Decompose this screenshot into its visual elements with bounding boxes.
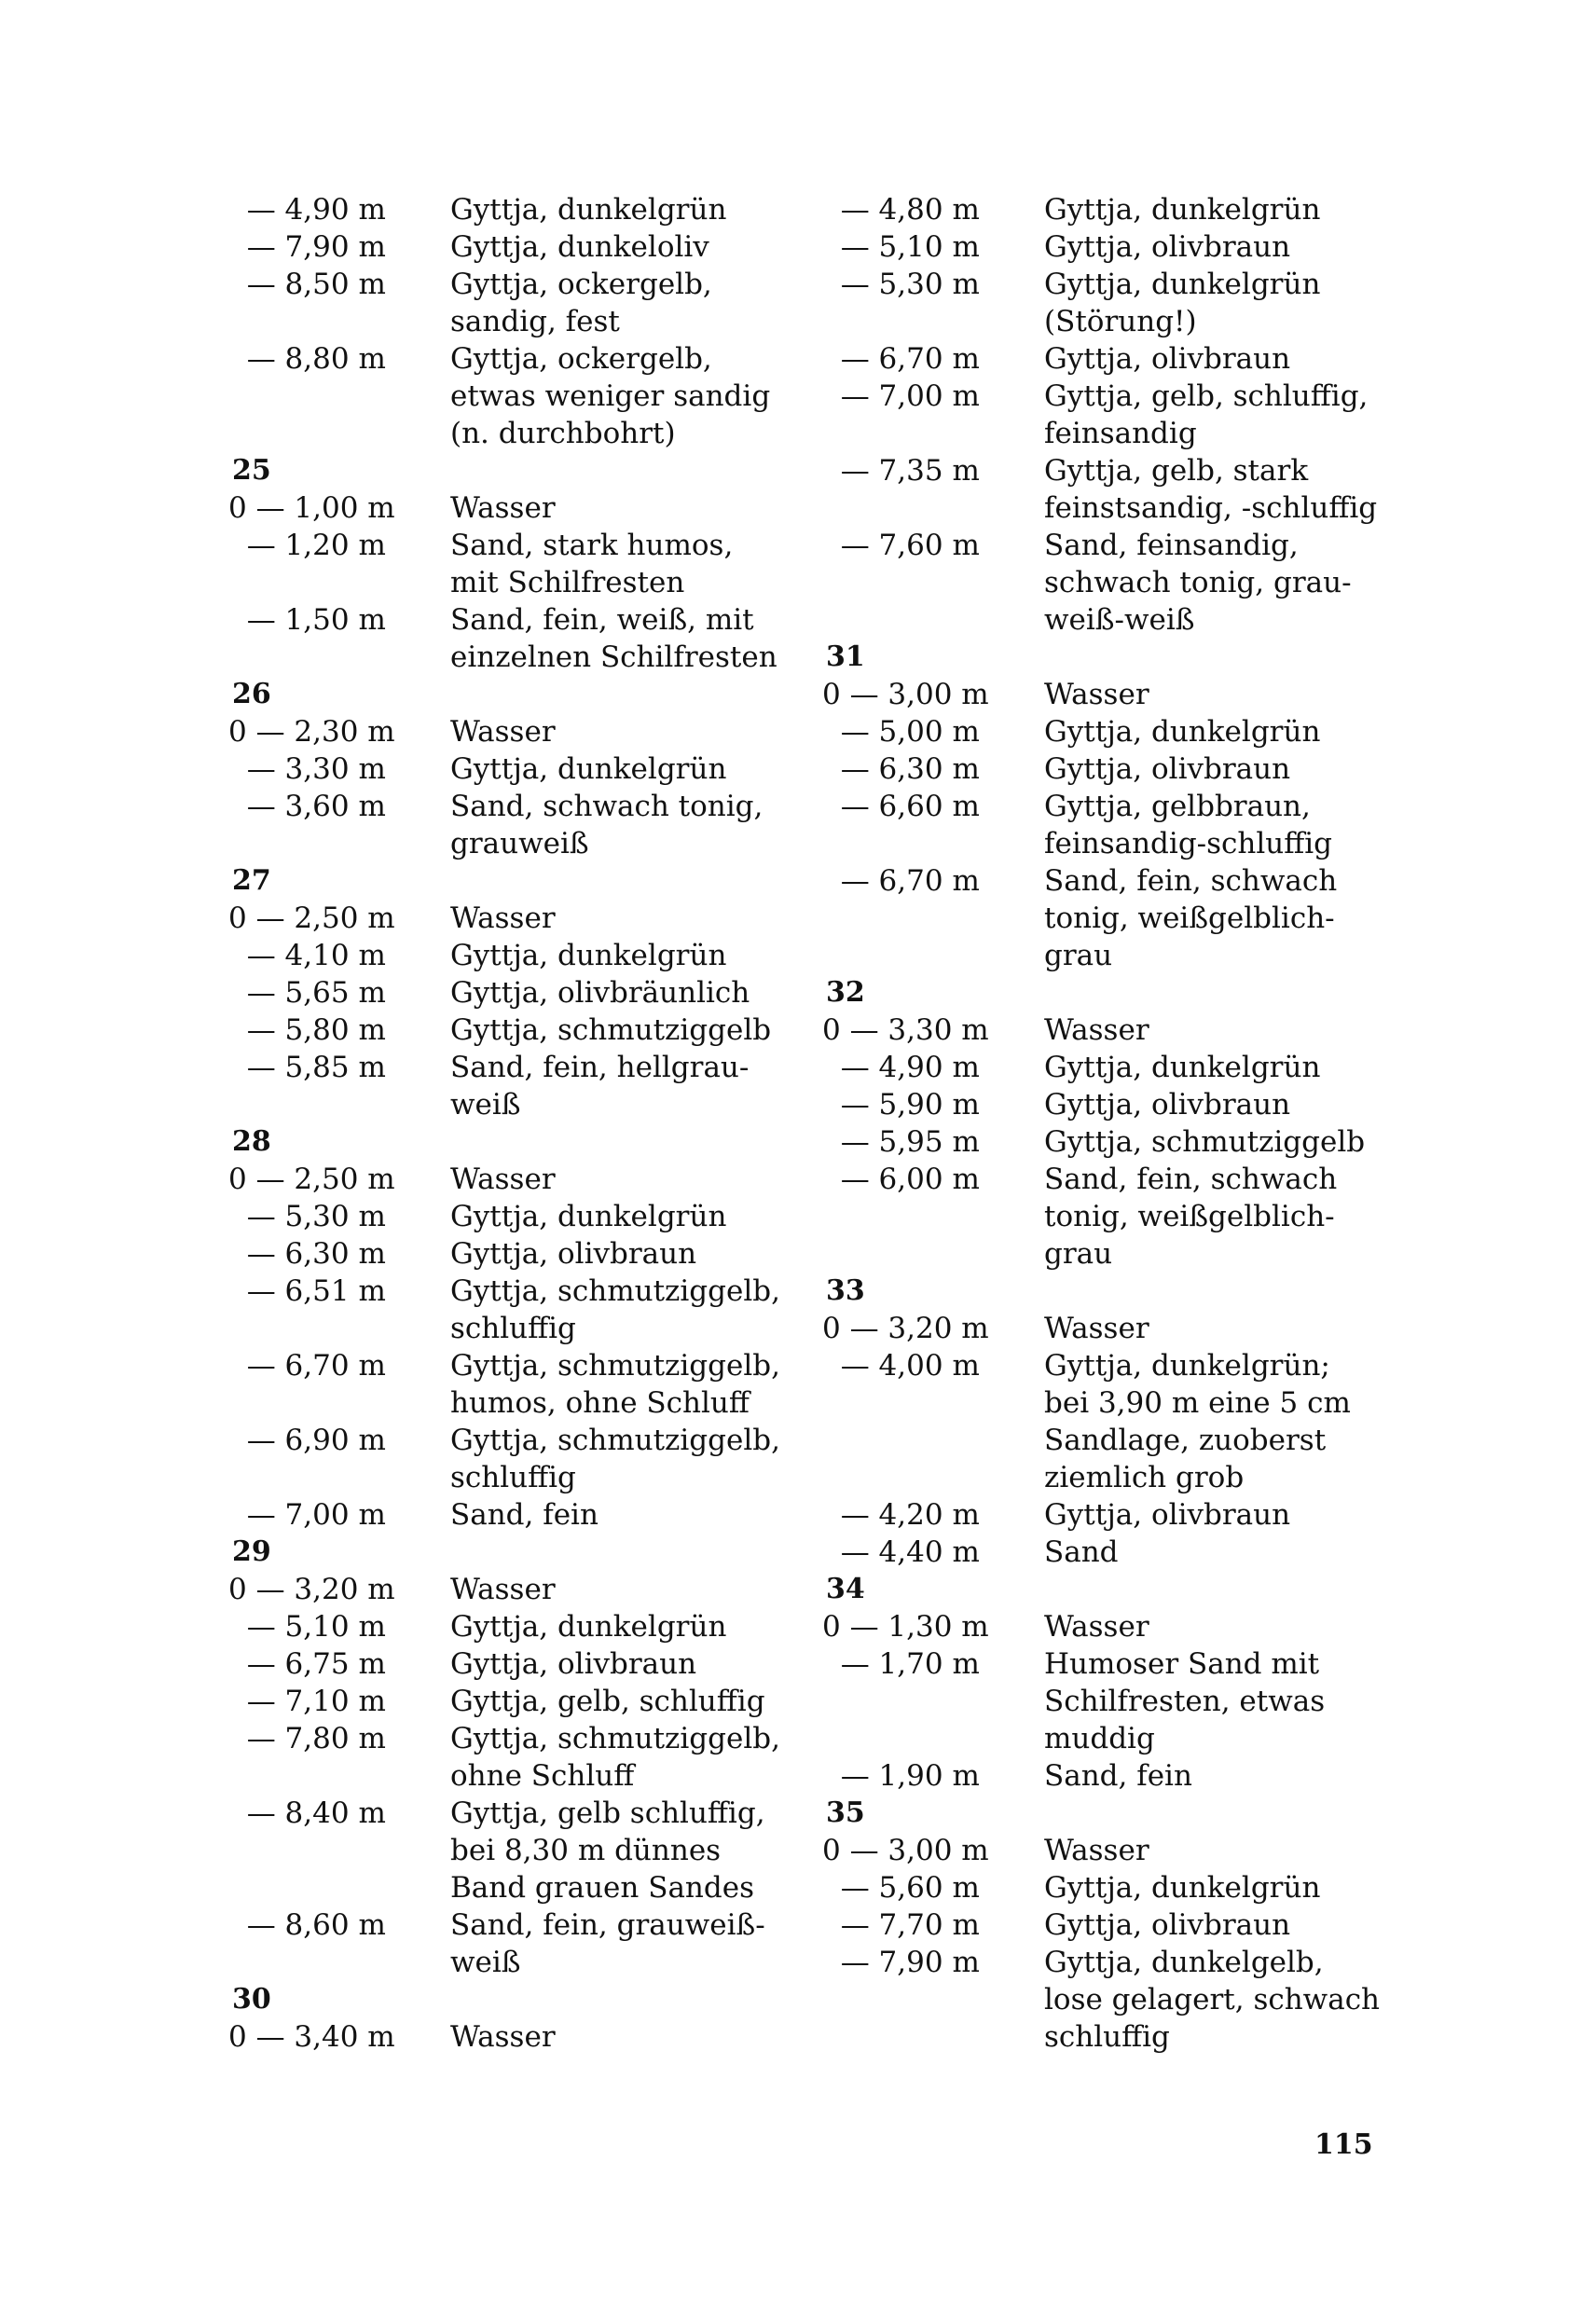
layer-depth: — 6,75 m	[228, 1647, 386, 1681]
layer-depth: — 5,85 m	[228, 1051, 386, 1084]
layer-row	[228, 2018, 825, 2056]
layer-row	[228, 1049, 825, 1123]
layer-description: Gyttja, dunkelgrün	[1044, 193, 1321, 227]
layer-description: Gyttja, olivbraun	[1044, 1498, 1291, 1532]
layer-row	[228, 974, 825, 1012]
boring-log	[822, 1273, 1419, 1571]
layer-row	[228, 1720, 825, 1795]
layer-depth: — 6,51 m	[228, 1274, 386, 1308]
layer-row	[822, 527, 1419, 639]
layer-description: Sand, stark humos, mit Schilfresten	[450, 529, 734, 599]
layer-depth: — 6,30 m	[822, 752, 980, 786]
boring-number: 30	[232, 1983, 271, 2016]
layer-depth: — 1,20 m	[228, 529, 386, 562]
layer-description: Sand, fein, hellgrau- weiß	[450, 1051, 750, 1122]
layer-description: Gyttja, schmutziggelb, humos, ohne Schluff	[450, 1349, 780, 1420]
boring-log	[822, 1795, 1419, 2056]
layer-depth: — 1,50 m	[228, 603, 386, 637]
layer-description: Gyttja, dunkelgrün	[450, 193, 727, 227]
layer-row	[822, 1832, 1419, 1869]
layer-description: Gyttja, olivbraun	[1044, 1088, 1291, 1122]
layer-depth: — 6,70 m	[228, 1349, 386, 1383]
layer-description: Gyttja, dunkelgrün	[450, 1200, 727, 1233]
layer-description: Sand, fein	[1044, 1759, 1192, 1793]
boring-log	[822, 191, 1419, 639]
layer-description: Wasser	[450, 1163, 556, 1196]
layer-row	[822, 788, 1419, 862]
layer-depth: — 7,00 m	[822, 379, 980, 413]
layer-depth: — 6,90 m	[228, 1424, 386, 1457]
layer-depth: 0 — 2,50 m	[228, 1163, 395, 1196]
left-column	[228, 191, 825, 2056]
layer-row	[228, 1422, 825, 1496]
layer-row	[822, 862, 1419, 974]
layer-row	[228, 1235, 825, 1273]
layer-description: Sand, fein	[450, 1498, 598, 1532]
layer-row	[228, 1496, 825, 1534]
layer-description: Sand, fein, weiß, mit einzelnen Schilfresten	[450, 603, 777, 674]
layer-row	[822, 1906, 1419, 1944]
layer-depth: — 3,30 m	[228, 752, 386, 786]
layer-row	[822, 1645, 1419, 1757]
layer-description: Gyttja, gelb schluffig, bei 8,30 m dünnes Band grauen Sandes	[450, 1796, 765, 1905]
layer-description: Gyttja, dunkelgrün	[1044, 1051, 1321, 1084]
layer-depth: — 7,00 m	[228, 1498, 386, 1532]
layer-depth: — 7,70 m	[822, 1908, 980, 1942]
layer-row	[822, 1608, 1419, 1645]
layer-description: Gyttja, schmutziggelb	[450, 1013, 772, 1047]
layer-description: Gyttja, olivbraun	[450, 1647, 697, 1681]
layer-row	[822, 713, 1419, 750]
layer-row	[228, 1645, 825, 1683]
layer-description: Humoser Sand mit Schilfresten, etwas muddig	[1044, 1647, 1326, 1755]
layer-depth: — 5,10 m	[228, 1610, 386, 1644]
layer-description: Gyttja, dunkelgrün (Störung!)	[1044, 268, 1321, 338]
layer-row	[228, 1161, 825, 1198]
layer-depth: 0 — 3,00 m	[822, 678, 989, 711]
layer-depth: — 4,80 m	[822, 193, 980, 227]
layer-row	[822, 1534, 1419, 1571]
layer-description: Sand, feinsandig, schwach tonig, grau- weiß-weiß	[1044, 529, 1352, 637]
layer-description: Wasser	[450, 901, 556, 935]
layer-row	[822, 1161, 1419, 1273]
layer-description: Sand, schwach tonig, grauweiß	[450, 790, 764, 860]
layer-depth: — 4,90 m	[228, 193, 386, 227]
layer-description: Gyttja, dunkelgrün; bei 3,90 m eine 5 cm Sandlage, zuoberst ziemlich grob	[1044, 1349, 1351, 1494]
boring-number: 25	[232, 454, 271, 487]
layer-description: Gyttja, gelbbraun, feinsandig-schluffig	[1044, 790, 1333, 860]
boring-number: 31	[826, 640, 865, 673]
layer-description: Wasser	[1044, 1834, 1149, 1867]
layer-row	[822, 1944, 1419, 2056]
layer-description: Gyttja, olivbräunlich	[450, 976, 750, 1010]
layer-depth: — 4,40 m	[822, 1535, 980, 1569]
layer-depth: — 6,70 m	[822, 864, 980, 898]
layer-row	[228, 228, 825, 266]
layer-description: Gyttja, gelb, schluffig, feinsandig	[1044, 379, 1369, 450]
layer-depth: — 8,50 m	[228, 268, 386, 301]
layer-depth: 0 — 2,30 m	[228, 715, 395, 749]
layer-description: Gyttja, olivbraun	[1044, 1908, 1291, 1942]
layer-depth: — 5,10 m	[822, 230, 980, 264]
layer-description: Gyttja, olivbraun	[1044, 752, 1291, 786]
boring-log	[822, 974, 1419, 1273]
layer-row	[228, 1571, 825, 1608]
boring-log	[228, 452, 825, 676]
boring-log	[228, 676, 825, 862]
layer-description: Wasser	[1044, 1312, 1149, 1345]
layer-description: Gyttja, dunkeloliv	[450, 230, 709, 264]
layer-description: Gyttja, dunkelgrün	[450, 1610, 727, 1644]
layer-row	[228, 1683, 825, 1720]
layer-description: Sand	[1044, 1535, 1119, 1569]
layer-row	[228, 1608, 825, 1645]
layer-depth: — 7,35 m	[822, 454, 980, 488]
layer-row	[822, 1757, 1419, 1795]
layer-depth: — 6,00 m	[822, 1163, 980, 1196]
boring-log	[228, 1534, 825, 1981]
layer-depth: — 5,90 m	[822, 1088, 980, 1122]
layer-row	[228, 713, 825, 750]
layer-description: Wasser	[1044, 1013, 1149, 1047]
layer-depth: — 7,90 m	[822, 1946, 980, 1979]
layer-description: Wasser	[450, 1573, 556, 1606]
layer-description: Sand, fein, grauweiß- weiß	[450, 1908, 765, 1979]
layer-description: Wasser	[1044, 678, 1149, 711]
layer-row	[228, 1795, 825, 1906]
layer-description: Sand, fein, schwach tonig, weißgelblich- grau	[1044, 864, 1338, 972]
layer-depth: — 5,00 m	[822, 715, 980, 749]
layer-row	[822, 266, 1419, 340]
layer-row	[822, 750, 1419, 788]
layer-depth: 0 — 3,40 m	[228, 2020, 395, 2054]
layer-description: Gyttja, dunkelgrün	[450, 939, 727, 972]
layer-row	[228, 1198, 825, 1235]
layer-description: Gyttja, schmutziggelb, ohne Schluff	[450, 1722, 780, 1793]
layer-description: Gyttja, dunkelgrün	[1044, 1871, 1321, 1905]
layer-depth: 0 — 1,30 m	[822, 1610, 989, 1644]
layer-row	[822, 452, 1419, 527]
layer-description: Gyttja, gelb, schluffig	[450, 1685, 765, 1718]
layer-depth: — 5,30 m	[822, 268, 980, 301]
layer-depth: 0 — 3,30 m	[822, 1013, 989, 1047]
layer-description: Gyttja, olivbraun	[1044, 230, 1291, 264]
layer-depth: — 4,10 m	[228, 939, 386, 972]
layer-description: Wasser	[450, 715, 556, 749]
layer-depth: — 8,80 m	[228, 342, 386, 376]
boring-log	[822, 639, 1419, 974]
layer-depth: — 8,40 m	[228, 1796, 386, 1830]
layer-depth: 0 — 3,20 m	[822, 1312, 989, 1345]
layer-description: Wasser	[450, 491, 556, 525]
layer-row	[228, 1347, 825, 1422]
layer-row	[228, 1012, 825, 1049]
boring-number: 26	[232, 678, 271, 710]
layer-depth: — 5,95 m	[822, 1125, 980, 1159]
boring-number: 33	[826, 1274, 865, 1307]
layer-description: Gyttja, schmutziggelb, schluffig	[450, 1274, 780, 1345]
layer-description: Gyttja, gelb, stark feinstsandig, -schluffig	[1044, 454, 1378, 525]
layer-description: Gyttja, ockergelb, etwas weniger sandig (n. durchbohrt)	[450, 342, 771, 450]
layer-row	[822, 676, 1419, 713]
right-column	[822, 191, 1419, 2056]
layer-description: Wasser	[450, 2020, 556, 2054]
layer-depth: — 5,65 m	[228, 976, 386, 1010]
layer-row	[228, 788, 825, 862]
layer-description: Gyttja, olivbraun	[1044, 342, 1291, 376]
layer-row	[822, 191, 1419, 228]
layer-depth: — 4,00 m	[822, 1349, 980, 1383]
boring-log	[228, 1981, 825, 2056]
layer-description: Gyttja, olivbraun	[450, 1237, 697, 1271]
layer-depth: 0 — 2,50 m	[228, 901, 395, 935]
layer-row	[228, 601, 825, 676]
layer-row	[822, 1310, 1419, 1347]
layer-row	[822, 1347, 1419, 1496]
layer-row	[228, 527, 825, 601]
boring-number: 29	[232, 1535, 271, 1568]
layer-row	[822, 378, 1419, 452]
layer-depth: — 5,60 m	[822, 1871, 980, 1905]
boring-number: 28	[232, 1125, 271, 1158]
layer-depth: 0 — 3,00 m	[822, 1834, 989, 1867]
layer-depth: — 5,80 m	[228, 1013, 386, 1047]
layer-depth: — 3,60 m	[228, 790, 386, 823]
layer-row	[228, 900, 825, 937]
layer-depth: — 7,60 m	[822, 529, 980, 562]
layer-depth: — 7,80 m	[228, 1722, 386, 1755]
layer-row	[822, 1049, 1419, 1086]
layer-description: Gyttja, dunkelgrün	[450, 752, 727, 786]
boring-log	[228, 1123, 825, 1534]
layer-row	[228, 266, 825, 340]
layer-description: Gyttja, dunkelgelb, lose gelagert, schwach schluffig	[1044, 1946, 1381, 2054]
boring-number: 32	[826, 976, 865, 1009]
layer-depth: — 8,60 m	[228, 1908, 386, 1942]
layer-depth: — 4,90 m	[822, 1051, 980, 1084]
layer-depth: — 1,90 m	[822, 1759, 980, 1793]
layer-description: Gyttja, dunkelgrün	[1044, 715, 1321, 749]
boring-log	[228, 191, 825, 452]
layer-row	[822, 1869, 1419, 1906]
layer-description: Wasser	[1044, 1610, 1149, 1644]
boring-number: 35	[826, 1796, 865, 1829]
layer-row	[822, 340, 1419, 378]
layer-row	[228, 937, 825, 974]
layer-row	[228, 340, 825, 452]
boring-number: 34	[826, 1573, 865, 1605]
layer-description: Gyttja, schmutziggelb, schluffig	[450, 1424, 780, 1494]
layer-row	[822, 1086, 1419, 1123]
page-number: 115	[1314, 2128, 1373, 2161]
layer-depth: — 6,60 m	[822, 790, 980, 823]
layer-row	[228, 750, 825, 788]
layer-depth: — 7,10 m	[228, 1685, 386, 1718]
layer-row	[228, 1906, 825, 1981]
layer-depth: 0 — 3,20 m	[228, 1573, 395, 1606]
layer-depth: — 4,20 m	[822, 1498, 980, 1532]
layer-depth: — 1,70 m	[822, 1647, 980, 1681]
boring-log	[822, 1571, 1419, 1795]
layer-row	[822, 1012, 1419, 1049]
layer-description: Gyttja, schmutziggelb	[1044, 1125, 1366, 1159]
boring-number: 27	[232, 864, 271, 897]
layer-depth: — 7,90 m	[228, 230, 386, 264]
layer-description: Sand, fein, schwach tonig, weißgelblich- grau	[1044, 1163, 1338, 1271]
layer-row	[822, 1123, 1419, 1161]
layer-row	[822, 228, 1419, 266]
layer-depth: — 5,30 m	[228, 1200, 386, 1233]
layer-description: Gyttja, ockergelb, sandig, fest	[450, 268, 712, 338]
layer-row	[228, 1273, 825, 1347]
layer-row	[822, 1496, 1419, 1534]
layer-depth: — 6,30 m	[228, 1237, 386, 1271]
layer-row	[228, 191, 825, 228]
boring-log	[228, 862, 825, 1123]
layer-depth: 0 — 1,00 m	[228, 491, 395, 525]
layer-row	[228, 489, 825, 527]
layer-depth: — 6,70 m	[822, 342, 980, 376]
